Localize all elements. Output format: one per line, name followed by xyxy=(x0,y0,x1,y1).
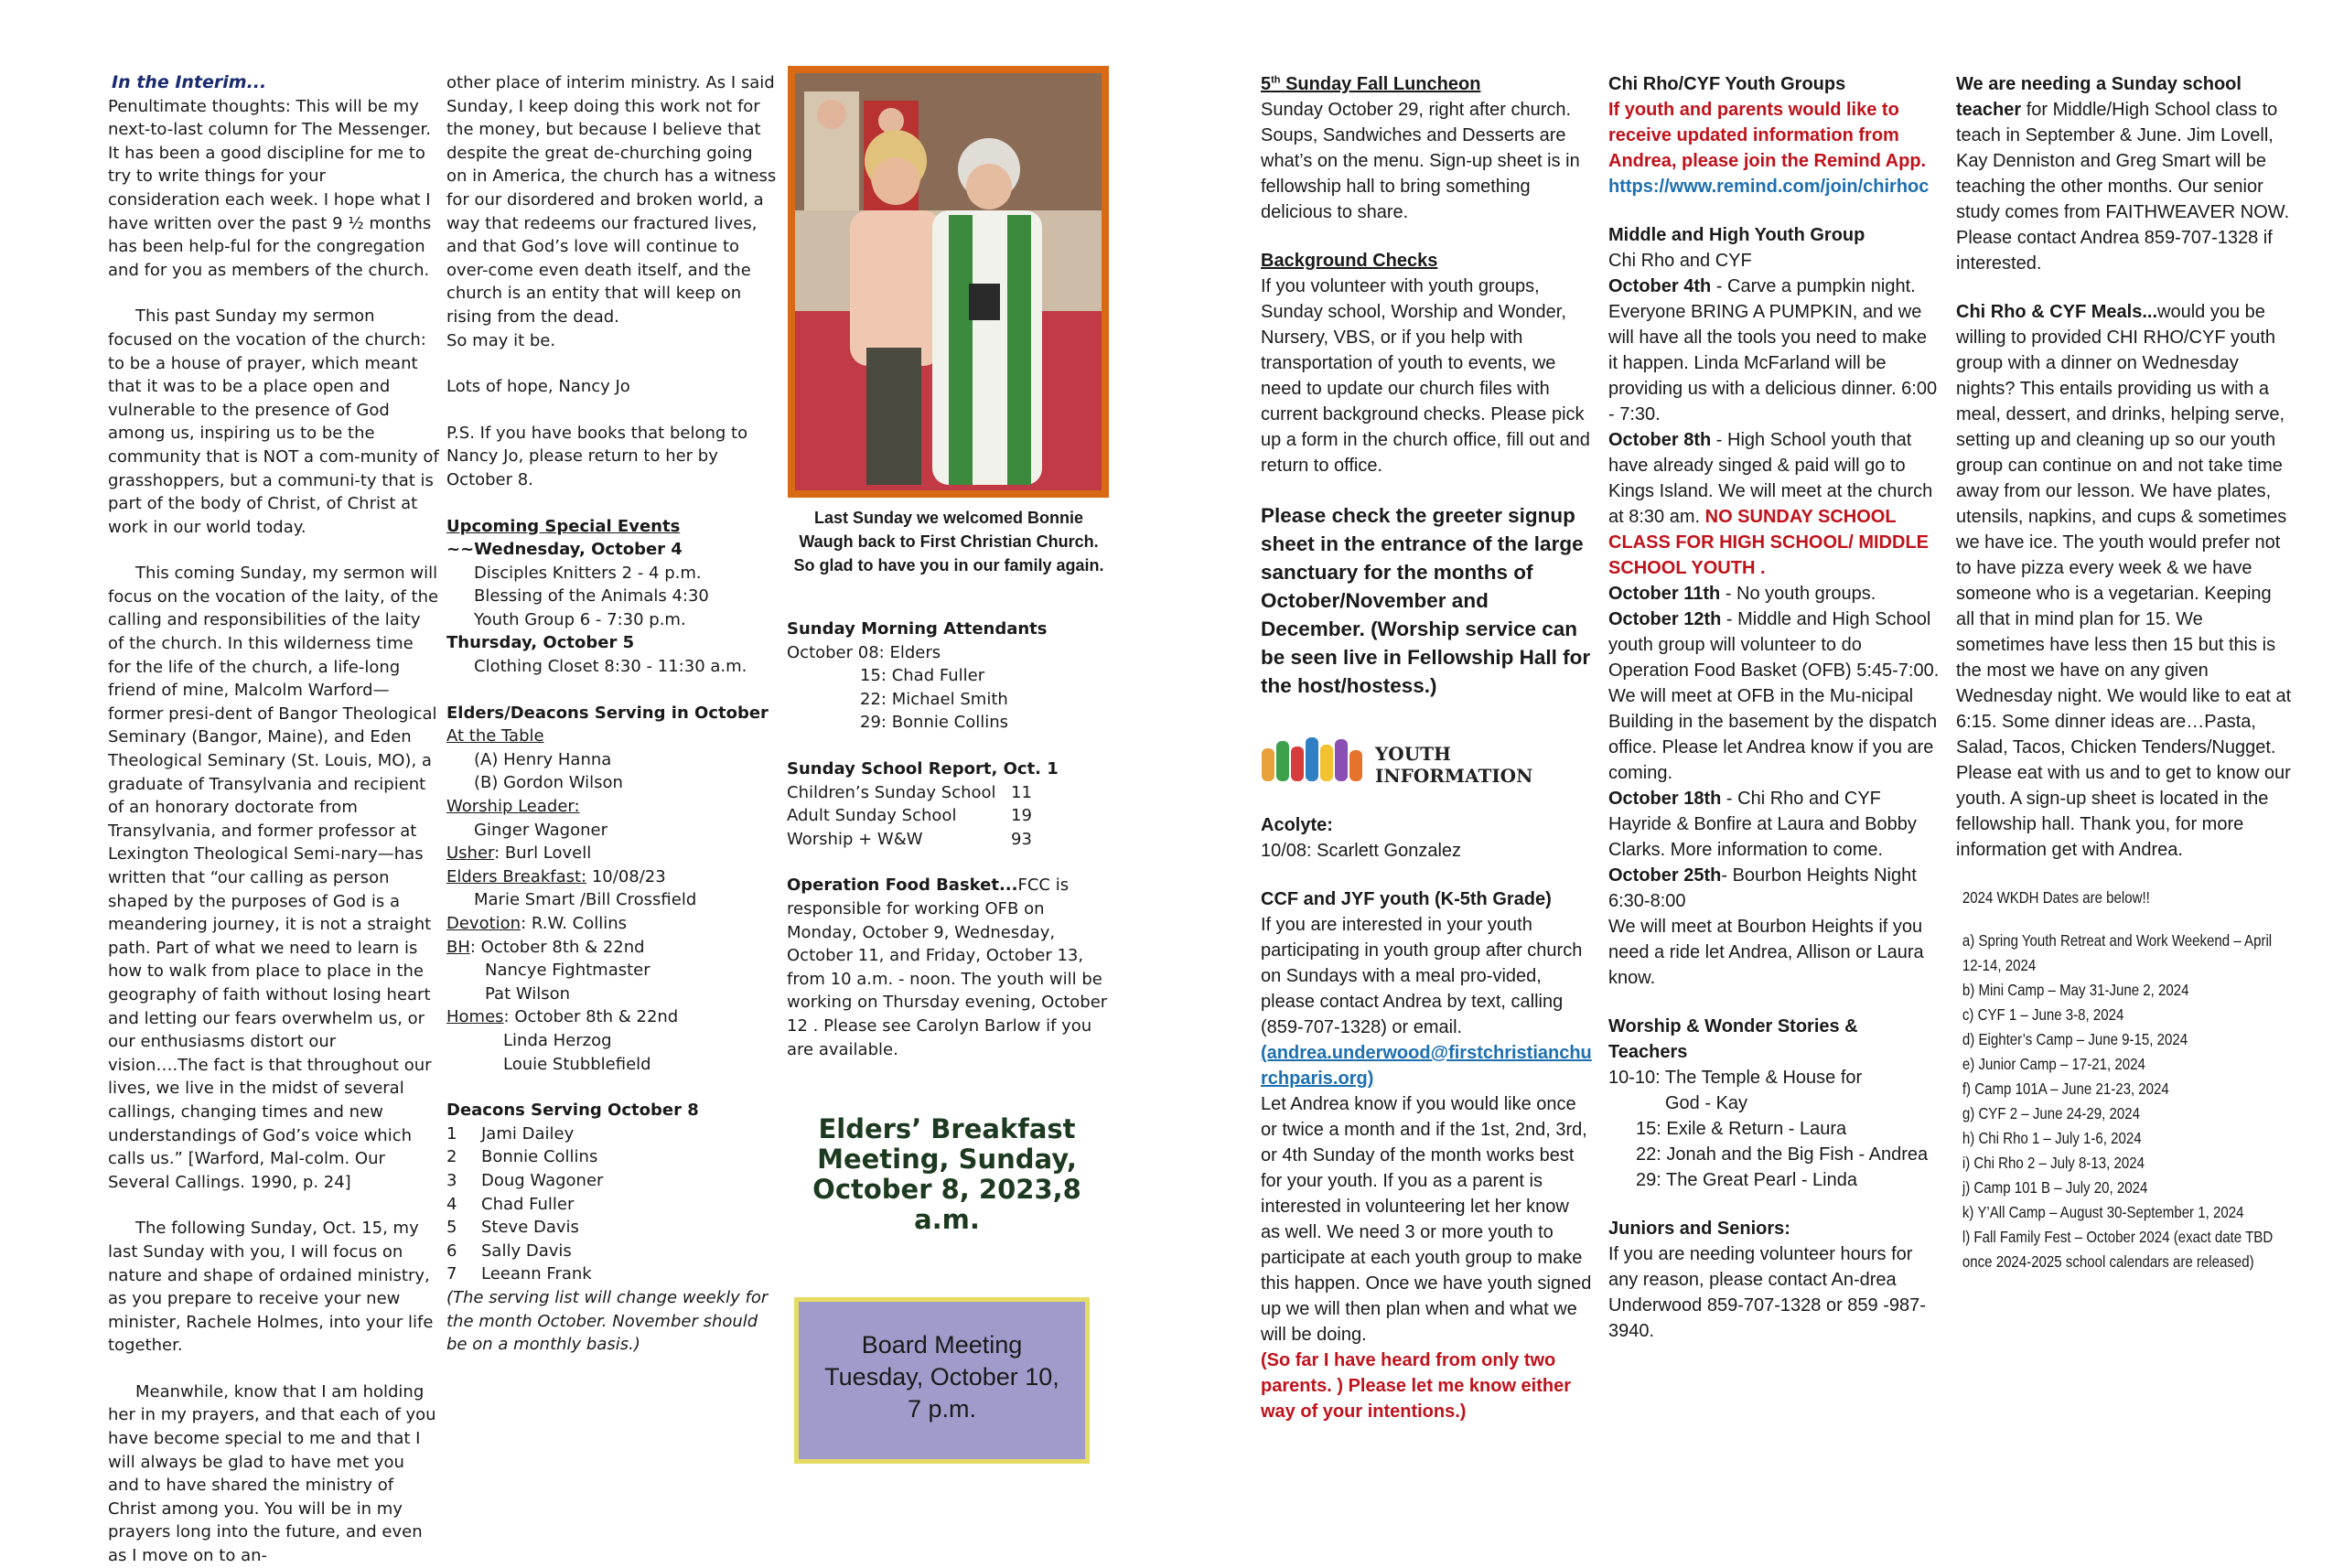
luncheon-text: Sunday October 29, right after church. Soups, Sandwiches and Desserts are what’s on the menu. Sign-up sheet is in fellowship hall to bring something delicious to share. xyxy=(1261,100,1580,222)
board-line: Tuesday, October 10, xyxy=(824,1363,1059,1391)
attendant-row: 29: Bonnie Collins xyxy=(860,713,1009,733)
homes-name: Linda Herzog xyxy=(503,1030,612,1050)
wkdh-item: l) Fall Family Fest – October 2024 (exact date TBD once 2024-2025 school calendars are released) xyxy=(1962,1228,2274,1271)
attendant-row: 15: Chad Fuller xyxy=(860,666,985,686)
mh-sub: Chi Rho and CYF xyxy=(1608,251,1752,271)
photo-caption: Last Sunday we welcomed Bonnie Waugh back to First Christian Church. So glad to have you in our family again. xyxy=(793,509,1104,575)
juniors-title: Juniors and Seniors: xyxy=(1608,1219,1790,1239)
report-row: Worship + W&W 93 xyxy=(787,829,1032,849)
attendants-title: Sunday Morning Attendants xyxy=(787,619,1048,639)
interim-paragraph-1: Penultimate thoughts: This will be my next-to-last column for The Messenger. It has been a good discipline for me to try to write things for your consideration each week. I hope what I have written over the past 9 ½ months has been help-ful for the congregation and for you as members of the church. xyxy=(108,96,432,280)
column-attendants xyxy=(787,618,1112,1061)
table-server: (A) Henry Hanna xyxy=(474,749,612,769)
signature-line: Lots of hope, Nancy Jo xyxy=(446,377,630,397)
wkdh-item: c) CYF 1 – June 3-8, 2024 xyxy=(1962,1005,2124,1024)
deacon-number: 2 xyxy=(446,1147,457,1167)
juniors-text: If you are needing volunteer hours for any reason, please contact An-drea Underwood 859-707-1328 or 859 -987-3940. xyxy=(1608,1244,1926,1341)
deacon-number: 3 xyxy=(446,1170,457,1190)
interim-paragraph-5: Meanwhile, know that I am holding her in my prayers, and that each of you have become special to me and that I will always be glad to have met you and to have shared the ministry of Christ among you. You will be in my prayers long into the future, and even as I move on to an- xyxy=(108,1381,436,1566)
deacon-number: 4 xyxy=(446,1194,457,1214)
meals-notice: Chi Rho & CYF Meals...would you be willing to provided CHI RHO/CYF youth group with a dinner on Wednesday nights? This entails providing us with a meal, dessert, and drinks, helping serve, setting up and cleaning up so our youth group can continue on and not take time away from our lesson. We have plates, utensils, napkins, and cups & sometimes we have ice. The youth would prefer not to have pizza every week & we have someone who is a vegetarian. Keeping all that in mind plan for 15. We sometimes have less then 15 but this is the most we have on any given Wednesday night. We would like to eat at 6:15. Some dinner ideas are…Pasta, Salad, Tacos, Chicken Tenders/Nugget. Please eat with us and to get to know our youth. A sign-up sheet is located in the fellowship hall. Thank you, for more information get with Andrea. xyxy=(1956,302,2292,860)
report-row: Adult Sunday School 19 xyxy=(787,806,1032,826)
event-day-1: ~~Wednesday, October 4 xyxy=(446,540,683,560)
wkdh-item: b) Mini Camp – May 31-June 2, 2024 xyxy=(1962,981,2189,999)
deacon-row xyxy=(446,1169,778,1193)
board-line: Board Meeting xyxy=(861,1331,1023,1359)
wkdh-item: h) Chi Rho 1 – July 1-6, 2024 xyxy=(1962,1129,2142,1147)
acolyte-text: 10/08: Scarlett Gonzalez xyxy=(1261,841,1462,861)
ccf-text-2: Let Andrea know if you would like once or twice a month and if the 1st, 2nd, 3rd, or 4th Sunday of the month works best for your youth. If you as a parent is interested in volunteering let her know as well. We need 3 or more youth to participate at each youth group to make this happen. Once we have youth signed up we will then plan when and what we will be doing. xyxy=(1261,1094,1592,1345)
bh-line: BH: October 8th & 22nd xyxy=(446,937,645,957)
deacon-row xyxy=(446,1262,778,1286)
event-day-2: Thursday, October 5 xyxy=(446,633,635,653)
events-title: Upcoming Special Events xyxy=(446,516,681,536)
homes-line: Homes: October 8th & 22nd xyxy=(446,1007,679,1027)
interim-paragraph-6: other place of interim ministry. As I said Sunday, I keep doing this work not for the money, but because I believe that despite the great de-churching going on in America, the church has a witness for our disordered and broken world, a way that redeems our fractured lives, and that God’s love will continue to over-come even death itself, and the church is an entity that will keep on rising from the dead. xyxy=(446,73,777,327)
board-line: 7 p.m. xyxy=(907,1395,977,1423)
deacon-name: Jami Dailey xyxy=(481,1123,575,1144)
oct11-entry: October 11th - No youth groups. xyxy=(1608,584,1876,604)
homes-name: Louie Stubblefield xyxy=(503,1054,651,1074)
event-item: Youth Group 6 - 7:30 p.m. xyxy=(474,609,686,629)
chi-rho-title: Chi Rho/CYF Youth Groups xyxy=(1608,74,1846,94)
teacher-notice: We are needing a Sunday school teacher for Middle/High School class to teach in September & June. Jim Lovell, Kay Denniston and Greg Smart will be teaching the other months. Our senior study comes from FAITHWEAVER NOW. Please contact Andrea 859-707-1328 if interested. xyxy=(1956,74,2290,274)
deacon-number: 7 xyxy=(446,1264,457,1284)
interim-paragraph-3: This coming Sunday, my sermon will focus on the vocation of the laity, of the calling and responsibilities of the laity of the church. In this wilderness time for the life of the church, a life-long friend of mine, Malcolm Warford—former presi-dent of Bangor Theological Seminary (Bangor, Maine), and Eden Theological Seminary (St. Louis, MO), a graduate of Transylvania and recipient of an honorary doctorate from Transylvania, and former professor at Lexington Theological Semi-nary—has written that “our calling as person shaped by the purposes of God is a meandering journey, it is not a straight path. Part of what we need to learn is how to walk from place to place in the geography of faith without losing heart and letting our fears overwhelm us, or our enthusiasms distort our vision….The fact is that throughout our lives, we live in the midst of several callings, changing times and new understandings of God’s voice which calls us.” [Warford, Mal-colm. Our Several Callings. 1990, p. 24] xyxy=(108,564,439,1192)
deacon-name: Steve Davis xyxy=(481,1218,579,1238)
devotion-line: Devotion: R.W. Collins xyxy=(446,914,628,933)
background-text: If you volunteer with youth groups, Sunday school, Worship and Wonder, Nursery, VBS, or if you help with transportation of youth to events, we need to update our church files with current background checks. Please pick up a form in the church office, fill out and return to office. xyxy=(1261,276,1590,476)
background-title: Background Checks xyxy=(1261,251,1438,271)
attendant-row: 22: Michael Smith xyxy=(860,689,1008,709)
column-events xyxy=(446,71,778,1357)
wkdh-item: j) Camp 101 B – July 20, 2024 xyxy=(1962,1178,2148,1197)
deacon-row xyxy=(446,1216,778,1240)
interim-paragraph-2: This past Sunday my sermon focused on the vocation of the church: to be a house of prayer, which meant that it was to be a place open and vulnerable to the presence of God among us, inspiring us to be the community that is NOT a com-munity of grasshoppers, but a communi-ty that is part of the body of Christ, of Christ at work in our world today. xyxy=(108,306,439,537)
elders-breakfast-banner: Elders’ Breakfast Meeting, Sunday, October 8, 2023,8 a.m. xyxy=(812,1113,1081,1235)
ww-title: Worship & Wonder Stories & Teachers xyxy=(1608,1016,1858,1062)
worship-leader-name: Ginger Wagoner xyxy=(474,820,607,840)
ccf-email-link[interactable]: (andrea.underwood@firstchristianchurchparis.org) xyxy=(1261,1043,1592,1089)
usher-line: Usher: Burl Lovell xyxy=(446,843,592,864)
table-server: (B) Gordon Wilson xyxy=(474,773,623,793)
wkdh-item: f) Camp 101A – June 21-23, 2024 xyxy=(1962,1079,2169,1098)
deacon-row xyxy=(446,1240,778,1263)
ww-row: 22: Jonah and the Big Fish - Andrea xyxy=(1636,1144,1929,1165)
ccf-title: CCF and JYF youth (K-5th Grade) xyxy=(1261,889,1552,909)
breakfast-names: Marie Smart /Bill Crossfield xyxy=(474,890,697,910)
deacon-name: Leeann Frank xyxy=(481,1264,592,1284)
column-luncheon xyxy=(1261,71,1592,700)
wkdh-item: g) CYF 2 – June 24-29, 2024 xyxy=(1962,1104,2140,1122)
deacon-name: Sally Davis xyxy=(481,1240,572,1261)
bh-name: Nancye Fightmaster xyxy=(485,961,650,981)
wkdh-item: e) Junior Camp – 17-21, 2024 xyxy=(1962,1055,2145,1073)
deacon-note: (The serving list will change weekly for the month October. November should be on a monthly basis.) xyxy=(446,1287,769,1355)
ww-row: 15: Exile & Return - Laura xyxy=(1636,1119,1847,1139)
elders-deacons-title: Elders/Deacons Serving in October xyxy=(446,703,769,723)
deacons-title: Deacons Serving October 8 xyxy=(446,1101,699,1121)
deacon-name: Doug Wagoner xyxy=(481,1170,604,1190)
greeter-notice: Please check the greeter signup sheet in the entrance of the large sanctuary for the months of October/November and December. (Worship service can be seen live in Fellowship Hall for the host/hostess.) xyxy=(1261,504,1591,697)
report-title: Sunday School Report, Oct. 1 xyxy=(787,758,1059,779)
postscript: P.S. If you have books that belong to Nancy Jo, please return to her by October 8. xyxy=(446,423,748,489)
column-youth-info xyxy=(1261,812,1592,1424)
wkdh-item: a) Spring Youth Retreat and Work Weekend – April 12-14, 2024 xyxy=(1962,931,2273,974)
wkdh-title: 2024 WKDH Dates are below!! xyxy=(1962,888,2150,907)
ofb-notice: Operation Food Basket...FCC is responsible for working OFB on Monday, October 9, Wednesday, October 11, and Friday, October 13, from 10 a.m. - noon. The youth will be working on Thursday evening, October 12 . Please see Carolyn Barlow if you are available. xyxy=(787,875,1108,1059)
deacon-number: 5 xyxy=(446,1218,457,1238)
photo-scene xyxy=(795,73,1102,490)
wkdh-list xyxy=(1962,929,2291,1274)
ccf-red-note: (So far I have heard from only two parents. ) Please let me know either way of your intentions.) xyxy=(1261,1350,1572,1422)
event-item: Clothing Closet 8:30 - 11:30 a.m. xyxy=(474,657,747,677)
deacon-name: Bonnie Collins xyxy=(481,1147,598,1167)
report-row: Children’s Sunday School 11 xyxy=(787,782,1032,802)
worship-leader-label: Worship Leader: xyxy=(446,797,580,817)
column-teacher xyxy=(1956,71,2295,1274)
deacon-row xyxy=(446,1145,778,1169)
oct8-entry: October 8th - High School youth that have already singed & paid will go to Kings Island. We will meet at the church at 8:30 am. NO SUNDAY SCHOOL CLASS FOR HIGH SCHOOL/ MIDDLE SCHOOL YOUTH . xyxy=(1608,430,1933,578)
oct4-entry: October 4th - Carve a pumpkin night. Everyone BRING A PUMPKIN, and we will have all the tools you need to make it happen. Linda McFarland will be providing us with a delicious dinner. 6:00 - 7:30. xyxy=(1608,276,1938,424)
at-table-label: At the Table xyxy=(446,726,544,746)
oct25-entry: October 25th- Bourbon Heights Night 6:30-8:00 xyxy=(1608,865,1917,911)
closing-line: So may it be. xyxy=(446,330,556,350)
ww-row: 29: The Great Pearl - Linda xyxy=(1636,1170,1857,1190)
mh-title: Middle and High Youth Group xyxy=(1608,225,1865,245)
wkdh-block xyxy=(1956,886,2274,1274)
acolyte-title: Acolyte: xyxy=(1261,815,1333,835)
bh-name: Pat Wilson xyxy=(485,983,571,1004)
hands-logo-icon xyxy=(1258,728,1368,785)
ww-row: God - Kay xyxy=(1665,1093,1748,1113)
welcome-photo xyxy=(788,66,1109,498)
board-meeting-box xyxy=(794,1297,1090,1464)
deacon-list xyxy=(446,1122,778,1286)
luncheon-title: 5th Sunday Fall Luncheon xyxy=(1261,74,1481,94)
wkdh-item: d) Eighter’s Camp – June 9-15, 2024 xyxy=(1962,1030,2188,1048)
deacon-row xyxy=(446,1122,778,1146)
ccf-text: If you are interested in your youth participating in youth group after church on Sundays with a meal pro-vided, please contact Andrea by text, calling (859-707-1328) or email. xyxy=(1261,915,1583,1037)
column-chi-rho xyxy=(1608,71,1940,1344)
breakfast-line: Elders Breakfast: 10/08/23 xyxy=(446,866,666,886)
deacon-row xyxy=(446,1193,778,1217)
interim-paragraph-4: The following Sunday, Oct. 15, my last Sunday with you, I will focus on nature and shape of ordained ministry, as you prepare to receive your new minister, Rachele Holmes, into your life together. xyxy=(108,1219,434,1356)
column-interim xyxy=(108,71,439,1568)
deacon-number: 1 xyxy=(446,1123,457,1144)
ww-row: 10-10: The Temple & House for xyxy=(1608,1068,1863,1088)
remind-link[interactable]: https://www.remind.com/join/chirhoc xyxy=(1608,177,1930,197)
chi-rho-notice: If youth and parents would like to receive updated information from Andrea, please join the Remind App. xyxy=(1608,100,1927,171)
event-item: Blessing of the Animals 4:30 xyxy=(474,586,709,607)
oct12-entry: October 12th - Middle and High School youth group will volunteer to do Operation Food Basket (OFB) 5:45-7:00. We will meet at OFB in the Mu-nicipal Building in the basement by the dispatch office. Please let Andrea know if you are coming. xyxy=(1608,609,1940,783)
oct25-more: We will meet at Bourbon Heights if you need a ride let Andrea, Allison or Laura know. xyxy=(1608,917,1924,988)
deacon-number: 6 xyxy=(446,1240,457,1261)
youth-info-title: YOUTH INFORMATION xyxy=(1375,743,1533,787)
deacon-name: Chad Fuller xyxy=(481,1194,575,1214)
wkdh-item: k) Y’All Camp – August 30-September 1, 2024 xyxy=(1962,1203,2244,1221)
oct18-entry: October 18th - Chi Rho and CYF Hayride & Bonfire at Laura and Bobby Clarks. More information to come. xyxy=(1608,789,1917,860)
interim-title: In the Interim... xyxy=(112,72,267,92)
event-item: Disciples Knitters 2 - 4 p.m. xyxy=(474,563,702,583)
attendant-row: October 08: Elders xyxy=(787,642,941,662)
wkdh-item: i) Chi Rho 2 – July 8-13, 2024 xyxy=(1962,1154,2145,1172)
